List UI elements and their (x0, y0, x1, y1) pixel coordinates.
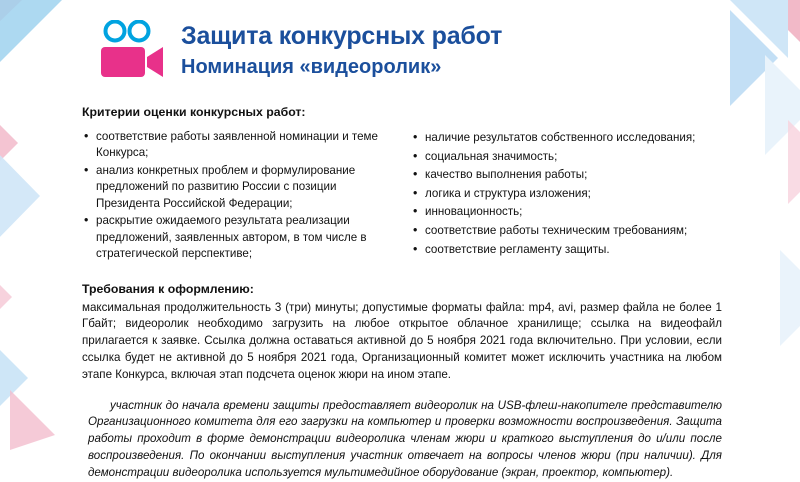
note-text-body: участник до начала времени защиты предоставляет видеоролик на USB-флеш-накопителе представителю Организационного комитета для его загрузки на компьютер и проверки возможности воспроизведения. Защита работы проходит в форме демонстрации видеоролика членам жюри и краткого выступления до и/или после воспроизведения. По окончании выступления участник отвечает на вопросы членов жюри (при наличии). Для демонстрации видеоролика используется мультимедийное оборудование (экран, проектор, компьютер). (88, 398, 722, 479)
list-item: • наличие результатов собственного исследования; (411, 129, 722, 147)
video-camera-icon (95, 20, 167, 82)
criteria-list-left (82, 129, 393, 263)
page-subtitle: Номинация «видеоролик» (181, 56, 442, 78)
list-item: • логика и структура изложения; (411, 185, 722, 203)
criteria-column-left (82, 129, 393, 264)
criteria-column-right (411, 129, 722, 264)
list-item: • анализ конкретных проблем и формулирование предложений по развитию России с позиции Президента Российской Федерации; (82, 163, 393, 212)
requirements-title: Требования к оформлению: (82, 281, 254, 296)
page-title: Защита конкурсных работ (181, 22, 503, 50)
list-item: • соответствие регламенту защиты. (411, 241, 722, 259)
list-item: • инновационность; (411, 203, 722, 221)
list-item: • социальная значимость; (411, 148, 722, 166)
criteria-columns (82, 129, 722, 264)
slide-header (95, 18, 502, 82)
list-item: • качество выполнения работы; (411, 166, 722, 184)
criteria-lead: Критерии оценки конкурсных работ: (82, 105, 306, 119)
list-item: • соответствие работы техническим требованиям; (411, 222, 722, 240)
note-text (82, 398, 722, 482)
requirements-text: максимальная продолжительность 3 (три) минуты; допустимые форматы файла: mp4, avi, размер файла не более 1 Гбайт; видеоролик необходимо загрузить на любое открытое облачное хранилище; ссылка на видеофайл прилагается к заявке. Ссылка должна оставаться активной до 5 ноября 2021 года включительно. При условии, если ссылка будет не активной до 5 ноября 2021 года, Организационный комитет может исключить участника на любом этапе Конкурса, включая этап подсчета оценок жюри на ином этапе. (82, 300, 722, 381)
slide-content (82, 105, 722, 482)
list-item: • соответствие работы заявленной номинации и теме Конкурса; (82, 129, 393, 162)
criteria-list-right (411, 129, 722, 258)
list-item: • раскрытие ожидаемого результата реализации предложений, заявленных автором, в том числе в стратегической перспективе; (82, 213, 393, 262)
